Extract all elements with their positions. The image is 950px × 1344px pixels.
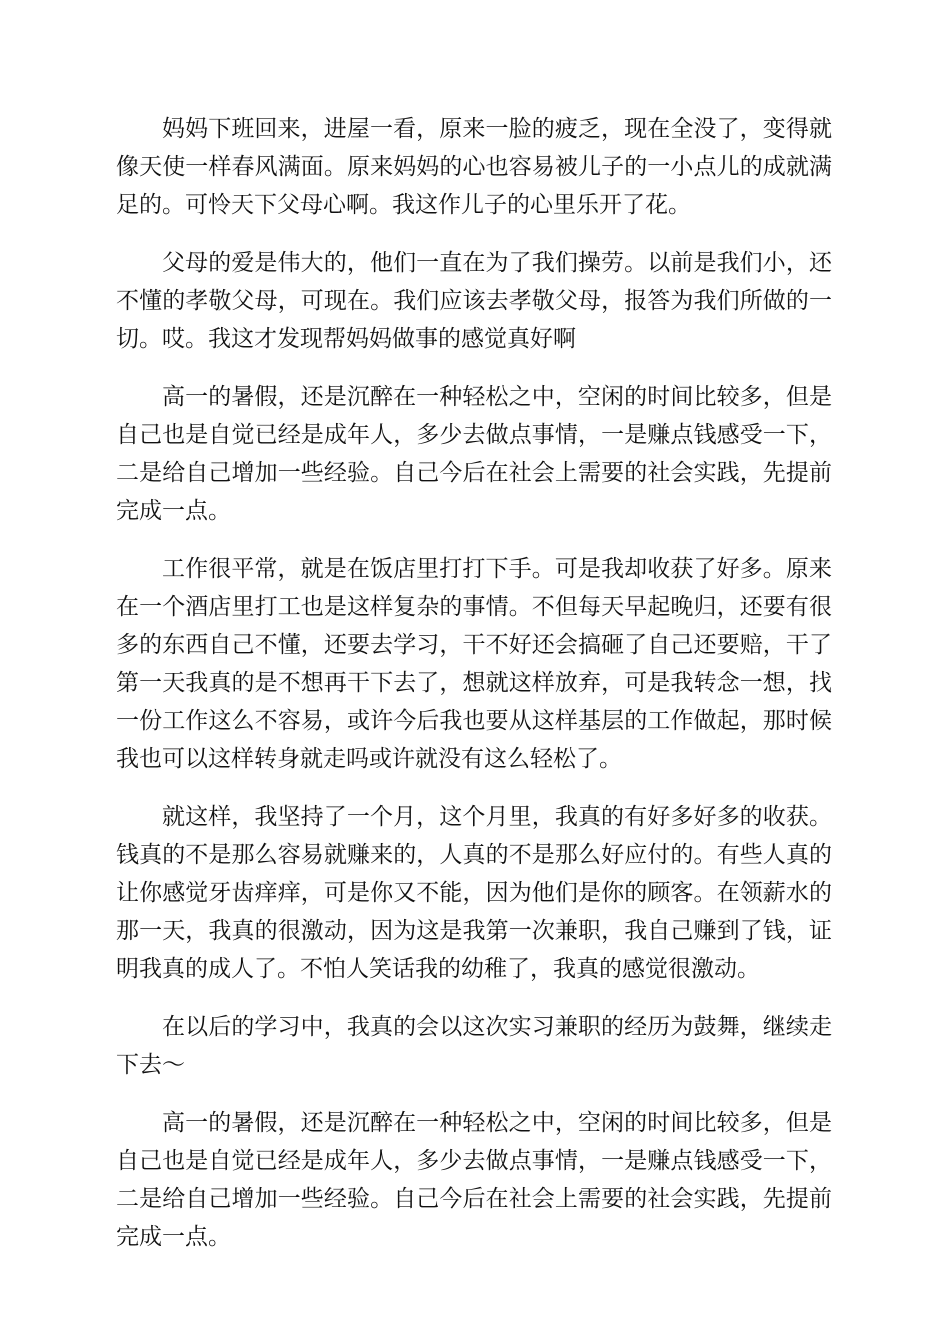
paragraph-1: 妈妈下班回来，进屋一看，原来一脸的疲乏，现在全没了，变得就像天使一样春风满面。原来妈妈的心也容易被儿子的一小点儿的成就满足的。可怜天下父母心啊。我这作儿子的心里乐开了花。 (116, 116, 832, 218)
paragraph-5: 就这样，我坚持了一个月，这个月里，我真的有好多好多的收获。钱真的不是那么容易就赚来的，人真的不是那么好应付的。有些人真的让你感觉牙齿痒痒，可是你又不能，因为他们是你的顾客。在领薪水的那一天，我真的很激动，因为这是我第一次兼职，我自己赚到了钱，证明我真的成人了。不怕人笑话我的幼稚了，我真的感觉很激动。 (116, 804, 832, 982)
document-body (116, 110, 832, 1276)
paragraph-7: 高一的暑假，还是沉醉在一种轻松之中，空闲的时间比较多，但是自己也是自觉已经是成年人，多少去做点事情，一是赚点钱感受一下，二是给自己增加一些经验。自己今后在社会上需要的社会实践，先提前完成一点。 (116, 1110, 832, 1250)
paragraph-6: 在以后的学习中，我真的会以这次实习兼职的经历为鼓舞，继续走下去～ (116, 1014, 832, 1078)
paragraph-3: 高一的暑假，还是沉醉在一种轻松之中，空闲的时间比较多，但是自己也是自觉已经是成年人，多少去做点事情，一是赚点钱感受一下，二是给自己增加一些经验。自己今后在社会上需要的社会实践，先提前完成一点。 (116, 384, 832, 524)
paragraph-4: 工作很平常，就是在饭店里打打下手。可是我却收获了好多。原来在一个酒店里打工也是这样复杂的事情。不但每天早起晚归，还要有很多的东西自己不懂，还要去学习，干不好还会搞砸了自己还要赔，干了第一天我真的是不想再干下去了，想就这样放弃，可是我转念一想，找一份工作这么不容易，或许今后我也要从这样基层的工作做起，那时候我也可以这样转身就走吗或许就没有这么轻松了。 (116, 556, 832, 772)
paragraph-2: 父母的爱是伟大的，他们一直在为了我们操劳。以前是我们小，还不懂的孝敬父母，可现在。我们应该去孝敬父母，报答为我们所做的一切。哎。我这才发现帮妈妈做事的感觉真好啊 (116, 250, 832, 352)
